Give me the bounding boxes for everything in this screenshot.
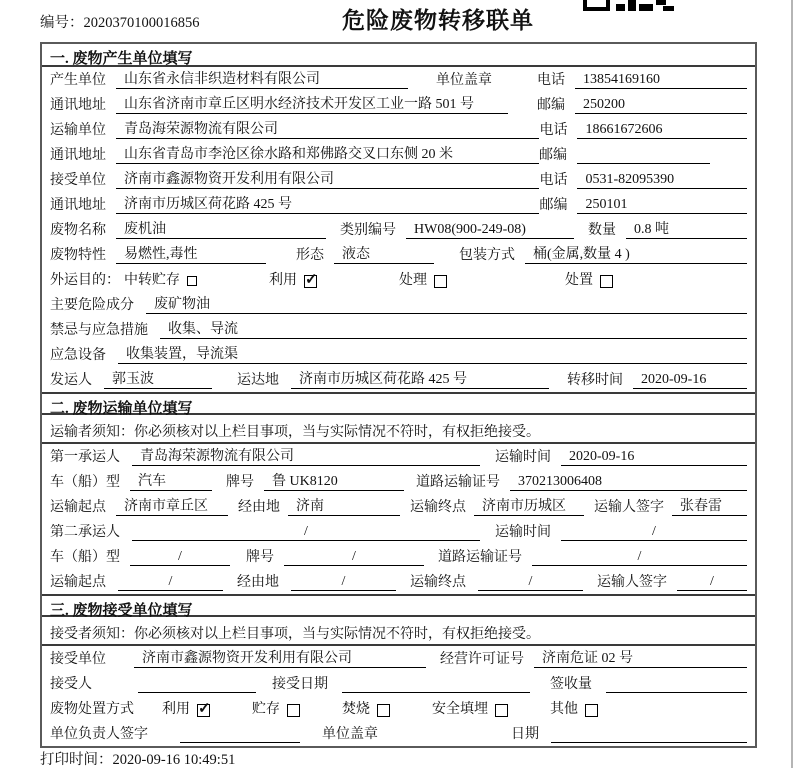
purpose-option-treat xyxy=(399,272,447,289)
vehicle-type-label: 车（船）型 xyxy=(50,550,120,565)
option-label: 中转贮存 xyxy=(124,273,180,288)
route2-end-value: / xyxy=(478,573,583,591)
row-transporter xyxy=(42,117,755,142)
equipment-value: 收集装置，导流渠 xyxy=(118,346,747,364)
receiver-value: 济南市鑫源物资开发利用有限公司 xyxy=(116,171,539,189)
purpose-label: 外运目的： xyxy=(50,273,120,288)
print-time xyxy=(40,748,235,768)
row-waste-props xyxy=(42,242,755,267)
responsible-sign-value xyxy=(180,726,300,743)
zip-label: 邮编 xyxy=(539,148,568,163)
purpose-option-storage xyxy=(124,272,197,289)
carrier1-label: 第一承运人 xyxy=(50,450,120,465)
zip-label: 邮编 xyxy=(539,198,568,213)
print-time-label: 打印时间： xyxy=(40,752,113,768)
zip-label: 邮编 xyxy=(537,98,565,113)
disposal-label: 废物处置方式 xyxy=(50,702,134,717)
option-label: 处理 xyxy=(399,273,427,288)
disposal-option-other xyxy=(550,701,598,718)
plate-label: 牌号 xyxy=(246,550,274,565)
transfer-time-label: 转移时间 xyxy=(567,373,623,388)
route-end-label: 运输终点 xyxy=(410,575,466,590)
purpose-option-use xyxy=(269,272,317,289)
route1-sign-value: 张春雷 xyxy=(672,498,747,516)
sign-date-value xyxy=(551,726,747,743)
road-license-label: 道路运输证号 xyxy=(438,550,522,565)
row-route1 xyxy=(42,494,755,519)
row-producer xyxy=(42,67,755,92)
checkbox-icon xyxy=(495,704,508,717)
shipper-label: 发运人 xyxy=(50,373,92,388)
responsible-sign-label: 单位负责人签字 xyxy=(50,727,148,742)
section3-header: 三. 废物接受单位填写 xyxy=(42,594,755,617)
producer-phone-value: 13854169160 xyxy=(575,71,747,89)
vehicle2-plate-value: / xyxy=(284,548,424,566)
row-shipper xyxy=(42,367,755,392)
main-hazard-label: 主要危险成分 xyxy=(50,298,134,313)
transporter-label: 运输单位 xyxy=(50,123,106,138)
disposal-option-incinerate xyxy=(342,701,390,718)
waste-props-label: 废物特性 xyxy=(50,248,106,263)
carrier1-time-value: 2020-09-16 xyxy=(561,448,747,466)
permit-value: 济南危证 02 号 xyxy=(534,650,747,668)
receiver-zip-value: 250101 xyxy=(577,196,747,214)
checkbox-icon xyxy=(197,704,210,717)
precautions-label: 禁忌与应急措施 xyxy=(50,323,148,338)
via-label: 经由地 xyxy=(238,500,280,515)
waste-props-value: 易燃性,毒性 xyxy=(116,246,266,264)
receipt-qty-label: 签收量 xyxy=(550,677,592,692)
section2-header: 二. 废物运输单位填写 xyxy=(42,392,755,415)
dest-label: 运达地 xyxy=(237,373,279,388)
carrier2-value: / xyxy=(132,523,480,541)
producer-zip-value: 250200 xyxy=(575,96,747,114)
route-start-label: 运输起点 xyxy=(50,500,106,515)
form-value: 液态 xyxy=(334,246,434,264)
acceptor-value xyxy=(138,676,256,693)
transporter-zip-value xyxy=(577,147,710,164)
accept-date-label: 接受日期 xyxy=(272,677,328,692)
equipment-label: 应急设备 xyxy=(50,348,106,363)
waste-name-label: 废物名称 xyxy=(50,223,106,238)
row-vehicle2 xyxy=(42,544,755,569)
checkbox-icon xyxy=(187,276,197,286)
transport-time-label: 运输时间 xyxy=(495,525,551,540)
category-label: 类别编号 xyxy=(340,223,396,238)
option-label: 处置 xyxy=(565,273,593,288)
seal-label: 单位盖章 xyxy=(322,727,378,742)
section2-notice: 运输者须知：你必须核对以上栏目事项，当与实际情况不符时，有权拒绝接受。 xyxy=(42,415,755,444)
receipt-qty-value xyxy=(606,676,747,693)
main-hazard-value: 废矿物油 xyxy=(146,296,747,314)
date-label: 日期 xyxy=(511,727,539,742)
carrier-sign-label: 运输人签字 xyxy=(597,575,667,590)
option-label: 安全填埋 xyxy=(432,702,488,717)
seal-label: 单位盖章 xyxy=(436,73,492,88)
option-label: 焚烧 xyxy=(342,702,370,717)
receiver-phone-value: 0531-82095390 xyxy=(577,171,747,189)
row-producer-address xyxy=(42,92,755,117)
qty-value: 0.8 吨 xyxy=(626,221,747,239)
vehicle2-type-value: / xyxy=(130,548,230,566)
vehicle2-license-value: / xyxy=(532,548,747,566)
precautions-value: 收集、导流 xyxy=(160,321,747,339)
disposal-option-store xyxy=(252,701,300,718)
vehicle1-plate-value: 鲁 UK8120 xyxy=(264,473,404,491)
row-carrier2 xyxy=(42,519,755,544)
accept-unit-label: 接受单位 xyxy=(50,652,106,667)
route1-start-value: 济南市章丘区 xyxy=(116,498,228,516)
section1-header: 一. 废物产生单位填写 xyxy=(42,44,755,67)
row-equipment xyxy=(42,342,755,367)
form-label: 形态 xyxy=(296,248,324,263)
checkbox-icon xyxy=(377,704,390,717)
disposal-option-use xyxy=(162,701,210,718)
checkbox-icon xyxy=(287,704,300,717)
phone-label: 电话 xyxy=(539,123,568,138)
route2-via-value: / xyxy=(291,573,396,591)
receiver-address-value: 济南市历城区荷花路 425 号 xyxy=(116,196,539,214)
packaging-label: 包装方式 xyxy=(459,248,515,263)
acceptor-label: 接受人 xyxy=(50,677,92,692)
page-title: 危险废物转移联单 xyxy=(342,8,534,33)
row-waste-name xyxy=(42,217,755,242)
qr-code-icon xyxy=(583,0,678,11)
category-value: HW08(900-249-08) xyxy=(406,221,574,239)
row-vehicle1 xyxy=(42,469,755,494)
row-receiver-address xyxy=(42,192,755,217)
address-label: 通讯地址 xyxy=(50,98,106,113)
option-label: 利用 xyxy=(269,273,297,288)
page-edge-divider xyxy=(791,0,793,768)
disposal-option-landfill xyxy=(432,701,508,718)
carrier-sign-label: 运输人签字 xyxy=(594,500,664,515)
route2-sign-value: / xyxy=(677,573,747,591)
route-end-label: 运输终点 xyxy=(410,500,466,515)
row-route2 xyxy=(42,569,755,594)
checkbox-icon xyxy=(304,275,317,288)
phone-label: 电话 xyxy=(539,173,568,188)
phone-label: 电话 xyxy=(537,73,565,88)
dest-value: 济南市历城区荷花路 425 号 xyxy=(291,371,549,389)
serial-label: 编号： xyxy=(40,15,84,31)
address-label: 通讯地址 xyxy=(50,148,106,163)
waste-name-value: 废机油 xyxy=(116,221,326,239)
row-acceptor xyxy=(42,671,755,696)
row-main-hazard xyxy=(42,292,755,317)
receiver-label: 接受单位 xyxy=(50,173,106,188)
transport-time-label: 运输时间 xyxy=(495,450,551,465)
route-start-label: 运输起点 xyxy=(50,575,106,590)
shipper-value: 郭玉波 xyxy=(104,371,212,389)
route1-end-value: 济南市历城区 xyxy=(474,498,584,516)
route1-via-value: 济南 xyxy=(288,498,400,516)
row-disposal xyxy=(42,696,755,721)
accept-date-value xyxy=(342,676,530,693)
option-label: 利用 xyxy=(162,702,190,717)
address-label: 通讯地址 xyxy=(50,198,106,213)
row-carrier1 xyxy=(42,444,755,469)
transporter-phone-value: 18661672606 xyxy=(577,121,747,139)
row-accept-unit xyxy=(42,646,755,671)
vehicle1-type-value: 汽车 xyxy=(130,473,212,491)
checkbox-icon xyxy=(600,275,613,288)
purpose-option-dispose xyxy=(565,272,613,289)
checkbox-icon xyxy=(434,275,447,288)
route2-start-value: / xyxy=(118,573,223,591)
producer-value: 山东省永信非织造材料有限公司 xyxy=(116,71,408,89)
option-label: 贮存 xyxy=(252,702,280,717)
serial-value: 2020370100016856 xyxy=(83,15,200,31)
carrier2-time-value: / xyxy=(561,523,747,541)
row-purpose xyxy=(42,267,755,292)
vehicle1-license-value: 370213006408 xyxy=(510,473,747,491)
print-time-value: 2020-09-16 10:49:51 xyxy=(112,752,236,768)
accept-unit-value: 济南市鑫源物资开发利用有限公司 xyxy=(134,650,426,668)
checkbox-icon xyxy=(585,704,598,717)
transporter-address-value: 山东省青岛市李沧区徐水路和郑佛路交叉口东侧 20 米 xyxy=(116,146,539,164)
row-signature xyxy=(42,721,755,746)
transporter-value: 青岛海荣源物流有限公司 xyxy=(116,121,539,139)
producer-label: 产生单位 xyxy=(50,73,106,88)
road-license-label: 道路运输证号 xyxy=(416,475,500,490)
row-receiver xyxy=(42,167,755,192)
plate-label: 牌号 xyxy=(226,475,254,490)
transfer-time-value: 2020-09-16 xyxy=(633,371,747,389)
permit-label: 经营许可证号 xyxy=(440,652,524,667)
packaging-value: 桶(金属,数量 4 ) xyxy=(525,246,747,264)
carrier1-value: 青岛海荣源物流有限公司 xyxy=(132,448,480,466)
producer-address-value: 山东省济南市章丘区明水经济技术开发区工业一路 501 号 xyxy=(116,96,508,114)
carrier2-label: 第二承运人 xyxy=(50,525,120,540)
row-precautions xyxy=(42,317,755,342)
qty-label: 数量 xyxy=(588,223,616,238)
section3-notice: 接受者须知：你必须核对以上栏目事项，当与实际情况不符时，有权拒绝接受。 xyxy=(42,617,755,646)
option-label: 其他 xyxy=(550,702,578,717)
via-label: 经由地 xyxy=(237,575,279,590)
row-transporter-address xyxy=(42,142,755,167)
transfer-form-table xyxy=(40,42,757,748)
vehicle-type-label: 车（船）型 xyxy=(50,475,120,490)
